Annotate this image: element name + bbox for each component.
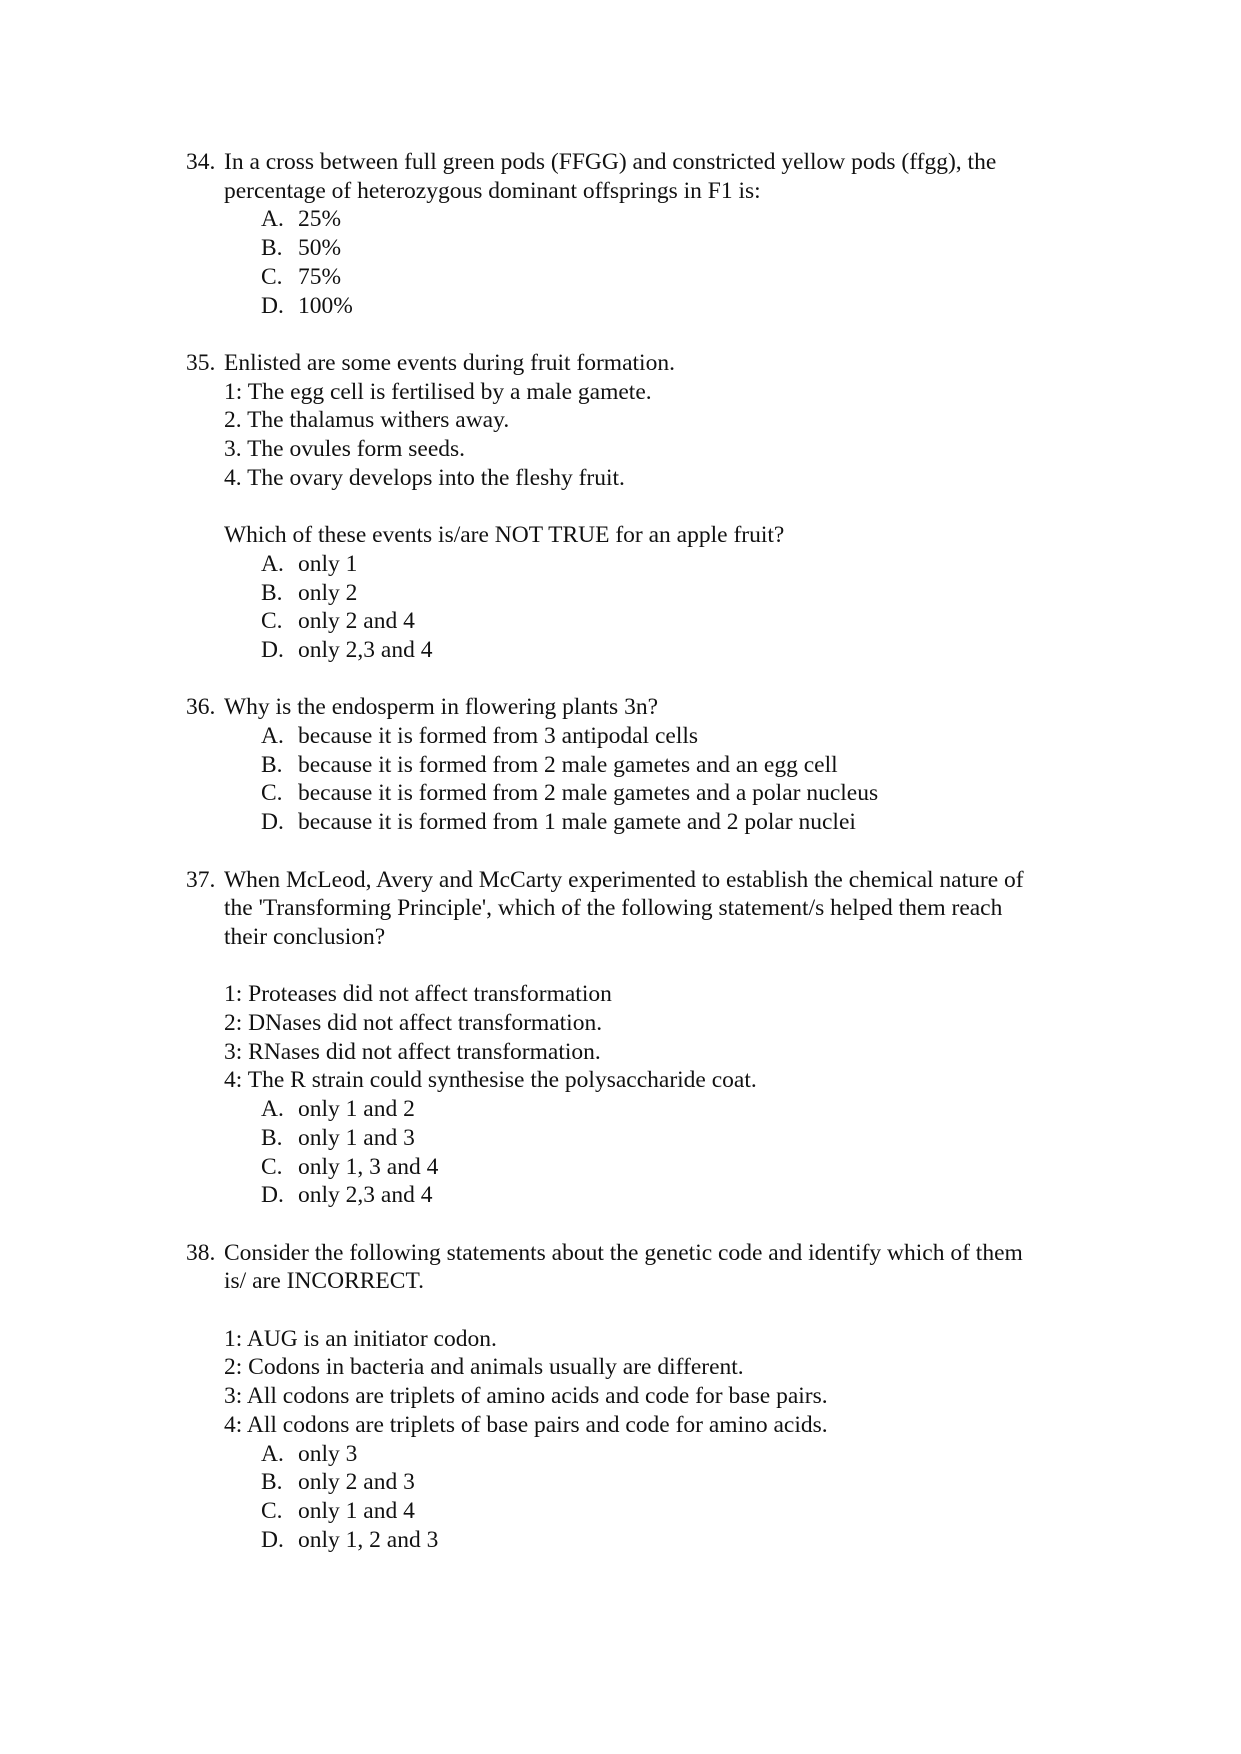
option-label: A. xyxy=(261,550,284,577)
statement: 4: The R strain could synthesise the polysaccharide coat. xyxy=(224,1067,757,1094)
question-number: 37. xyxy=(186,866,216,893)
option-text: only 2 and 3 xyxy=(298,1469,415,1496)
option-label: B. xyxy=(261,1124,283,1151)
option-label: B. xyxy=(261,751,283,778)
option-label: C. xyxy=(261,608,283,635)
option-label: B. xyxy=(261,235,283,262)
option-label: B. xyxy=(261,1469,283,1496)
question-35 xyxy=(186,349,1086,665)
option-a xyxy=(224,205,1086,234)
option-label: C. xyxy=(261,263,283,290)
option-d xyxy=(224,808,1086,837)
option-label: A. xyxy=(261,723,284,750)
option-b xyxy=(224,579,1086,608)
answer-options xyxy=(224,722,1086,837)
option-text: because it is formed from 1 male gamete and 2 polar nuclei xyxy=(298,809,856,836)
question-number: 34. xyxy=(186,149,216,175)
option-label: D. xyxy=(261,1182,284,1209)
answer-options xyxy=(224,550,1086,665)
option-c xyxy=(224,263,1086,292)
option-b xyxy=(224,1124,1086,1153)
question-number: 35. xyxy=(186,349,216,376)
question-text-line: When McLeod, Avery and McCarty experimented to establish the chemical nature of xyxy=(224,866,1024,893)
option-text: only 2,3 and 4 xyxy=(298,1182,433,1209)
question-number: 38. xyxy=(186,1239,216,1266)
spacer xyxy=(224,952,1086,981)
option-text: 25% xyxy=(298,206,342,233)
statement: 4. The ovary develops into the fleshy fruit. xyxy=(224,464,625,491)
statement: 2: DNases did not affect transformation. xyxy=(224,1010,603,1037)
option-b xyxy=(224,751,1086,780)
option-text: because it is formed from 2 male gametes and an egg cell xyxy=(298,751,838,778)
question-text-line: In a cross between full green pods (FFGG) and constricted yellow pods (ffgg), the xyxy=(224,149,997,175)
question-text-line: percentage of heterozygous dominant offsprings in F1 is: xyxy=(224,177,761,204)
option-d xyxy=(224,1526,1086,1555)
option-text: 50% xyxy=(298,235,342,262)
spacer xyxy=(224,492,1086,521)
statement: 4: All codons are triplets of base pairs and code for amino acids. xyxy=(224,1411,828,1438)
option-a xyxy=(224,1095,1086,1124)
option-text: only 1, 2 and 3 xyxy=(298,1526,439,1553)
option-text: 75% xyxy=(298,263,342,290)
option-label: D. xyxy=(261,809,284,836)
question-text-line: Consider the following statements about the genetic code and identify which of them xyxy=(224,1239,1023,1266)
question-text-line: Why is the endosperm in flowering plants 3n? xyxy=(224,694,659,721)
option-d xyxy=(224,292,1086,321)
option-b xyxy=(224,234,1086,263)
option-text: only 1 and 2 xyxy=(298,1096,415,1123)
spacer xyxy=(224,1296,1086,1325)
option-text: because it is formed from 3 antipodal cells xyxy=(298,723,699,750)
option-c xyxy=(224,1497,1086,1526)
option-text: only 1 and 4 xyxy=(298,1497,415,1524)
option-text: only 2 and 4 xyxy=(298,608,415,635)
option-label: D. xyxy=(261,636,284,663)
answer-options xyxy=(224,1440,1086,1555)
statement: 3. The ovules form seeds. xyxy=(224,436,466,463)
statement: 1: Proteases did not affect transformation xyxy=(224,981,612,1008)
statement: 2. The thalamus withers away. xyxy=(224,407,510,434)
statement: 1: The egg cell is fertilised by a male gamete. xyxy=(224,378,652,405)
answer-options xyxy=(224,205,1086,320)
question-38 xyxy=(186,1239,1086,1555)
option-label: A. xyxy=(261,206,284,233)
option-a xyxy=(224,1440,1086,1469)
option-text: only 1, 3 and 4 xyxy=(298,1153,439,1180)
answer-options xyxy=(224,1095,1086,1210)
option-text: because it is formed from 2 male gametes and a polar nucleus xyxy=(298,780,879,807)
option-text: only 1 xyxy=(298,550,358,577)
question-number: 36. xyxy=(186,694,216,721)
question-34 xyxy=(186,148,1086,320)
question-text-line: their conclusion? xyxy=(224,923,386,950)
option-d xyxy=(224,1181,1086,1210)
option-text: only 2 xyxy=(298,579,358,606)
statement: 3: All codons are triplets of amino acids and code for base pairs. xyxy=(224,1383,828,1410)
question-text-line: is/ are INCORRECT. xyxy=(224,1268,424,1295)
option-label: A. xyxy=(261,1096,284,1123)
option-text: 100% xyxy=(298,292,353,319)
question-prompt: Which of these events is/are NOT TRUE for an apple fruit? xyxy=(224,522,785,549)
option-text: only 2,3 and 4 xyxy=(298,636,433,663)
option-d xyxy=(224,636,1086,665)
option-label: C. xyxy=(261,780,283,807)
statement: 2: Codons in bacteria and animals usually are different. xyxy=(224,1354,744,1381)
option-a xyxy=(224,550,1086,579)
question-text-line: the 'Transforming Principle', which of the following statement/s helped them reach xyxy=(224,895,1003,922)
option-a xyxy=(224,722,1086,751)
question-36 xyxy=(186,693,1086,837)
statement: 3: RNases did not affect transformation. xyxy=(224,1038,601,1065)
option-label: D. xyxy=(261,292,284,319)
question-text-line: Enlisted are some events during fruit formation. xyxy=(224,349,675,376)
option-label: D. xyxy=(261,1526,284,1553)
option-c xyxy=(224,779,1086,808)
option-label: C. xyxy=(261,1497,283,1524)
option-text: only 3 xyxy=(298,1440,358,1467)
option-c xyxy=(224,607,1086,636)
option-text: only 1 and 3 xyxy=(298,1124,415,1151)
option-b xyxy=(224,1468,1086,1497)
question-list xyxy=(186,148,1086,1583)
option-c xyxy=(224,1153,1086,1182)
option-label: C. xyxy=(261,1153,283,1180)
question-37 xyxy=(186,866,1086,1210)
option-label: A. xyxy=(261,1440,284,1467)
option-label: B. xyxy=(261,579,283,606)
statement: 1: AUG is an initiator codon. xyxy=(224,1325,497,1352)
